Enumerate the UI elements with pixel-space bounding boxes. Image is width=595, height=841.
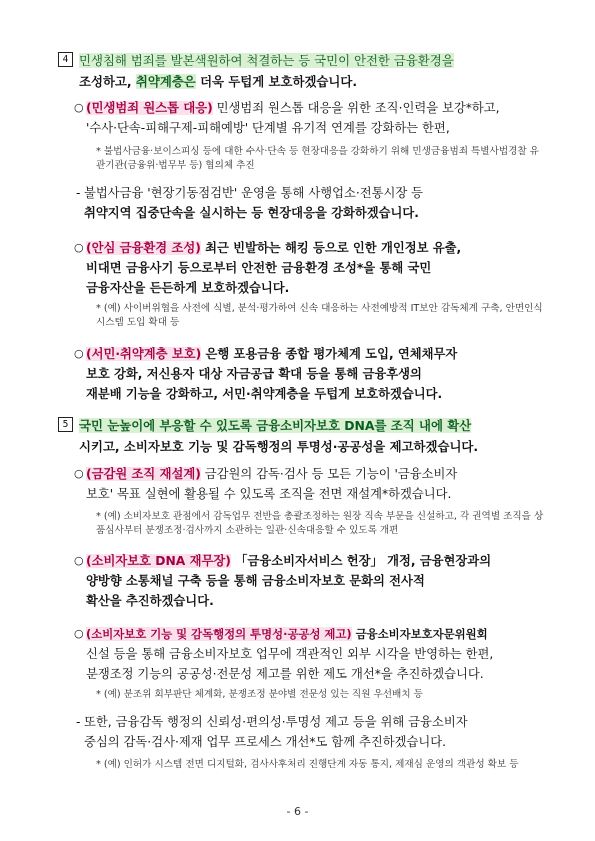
item-fss-reorg: ○ (금감원 조직 재설계) 금감원의 감독·검사 등 모든 기능이 '금융소비자 보호' 목표 실현에 활용될 수 있도록 조직을 전면 재설계*하겠습니다.: [74, 464, 562, 504]
item-consumer-dna: ○ (소비자보호 DNA 재무장) 「금융소비자서비스 헌장」 개정, 금융현장과의 양방향 소통채널 구축 등을 통해 금융소비자보호 문화의 전사적 확산을 추진하겠습니다.: [74, 551, 562, 611]
section-4-line1: 민생침해 범죄를 발본색원하여 척결하는 등 국민이 안전한 금융환경을: [79, 53, 454, 68]
section-number: 4: [58, 52, 73, 67]
item-civil-crime: ○ (민생범죄 원스톱 대응) 민생범죄 원스톱 대응을 위한 조직·인력을 보강*하고, '수사·단속-피해구제-피해예방' 단계별 유기적 연계를 강화하는 한편,: [74, 98, 562, 138]
circle-bullet-icon: ○: [74, 347, 84, 360]
section-5-heading: 5 국민 눈높이에 부응할 수 있도록 금융소비자보호 DNA를 조직 내에 확산 시키고, 소비자보호 기능 및 감독행정의 투명성·공공성을 제고하겠습니다.: [58, 415, 564, 457]
circle-bullet-icon: ○: [74, 241, 84, 254]
dash-item: - 불법사금융 '현장기동점검반' 운영을 통해 사행업소·전통시장 등 취약지역 집중단속을 실시하는 등 현장대응을 강화하겠습니다.: [76, 186, 424, 220]
footnote: * (예) 사이버위협을 사전에 식별, 분석·평가하여 신속 대응하는 사전예방적 IT보안 감독체계 구축, 안면인식시스템 도입 확대 등: [96, 303, 543, 328]
dash-item: - 또한, 금융감독 행정의 신뢰성·편의성·투명성 제고 등을 위해 금융소비자 중심의 감독·검사·제재 업무 프로세스 개선*도 함께 추진하겠습니다.: [76, 715, 468, 749]
footnote: * 불법사금융·보이스피싱 등에 대한 수사·단속 등 현장대응을 강화하기 위해 민생금융범죄 특별사법경찰 유관기관(금융위·법무부 등) 협의체 추진: [96, 146, 539, 171]
circle-bullet-icon: ○: [74, 467, 84, 480]
circle-bullet-icon: ○: [74, 554, 84, 567]
section-5-line1: 국민 눈높이에 부응할 수 있도록 금융소비자보호 DNA를 조직 내에 확산: [79, 418, 472, 433]
circle-bullet-icon: ○: [74, 101, 84, 114]
item-transparency: ○ (소비자보호 기능 및 감독행정의 투명성·공공성 제고) 금융소비자보호자문위원회 신설 등을 통해 금융소비자보호 업무에 객관적인 외부 시각을 반영하는 한편, 분쟁조정 기능의 공공성·전문성 제고를 위한 제도 개선*을 추진하겠습니다.: [74, 624, 562, 684]
page-number: - 6 -: [286, 805, 309, 818]
footnote: * (예) 인허가 시스템 전면 디지털화, 검사사후처리 진행단계 자동 통지, 제재심 운영의 객관성 확보 등: [96, 759, 519, 770]
footnote: * (예) 소비자보호 관점에서 감독업무 전반을 총괄조정하는 원장 직속 부문을 신설하고, 각 권역별 조직을 상품심사부터 분쟁조정·검사까지 소관하는 일관·신속대응할 수 있도록 개편: [96, 511, 544, 536]
section-number: 5: [58, 417, 73, 432]
footnote: * (예) 분조위 회부판단 체계화, 분쟁조정 분야별 전문성 있는 직원 우선배치 등: [96, 689, 423, 700]
item-safe-finance: ○ (안심 금융환경 조성) 최근 빈발하는 해킹 등으로 인한 개인정보 유출, 비대면 금융사기 등으로부터 안전한 금융환경 조성*을 통해 국민 금융자산을 든든하게 보호하겠습니다.: [74, 238, 562, 298]
item-vulnerable-protection: ○ (서민·취약계층 보호) 은행 포용금융 종합 평가체계 도입, 연체채무자 보호 강화, 저신용자 대상 자금공급 확대 등을 통해 금융후생의 재분배 기능을 강화하고, 서민·취약계층을 두텁게 보호하겠습니다.: [74, 344, 562, 404]
circle-bullet-icon: ○: [74, 627, 84, 640]
section-4-heading: 4 민생침해 범죄를 발본색원하여 척결하는 등 국민이 안전한 금융환경을 조성하고, 취약계층은 더욱 두텁게 보호하겠습니다.: [58, 50, 564, 92]
